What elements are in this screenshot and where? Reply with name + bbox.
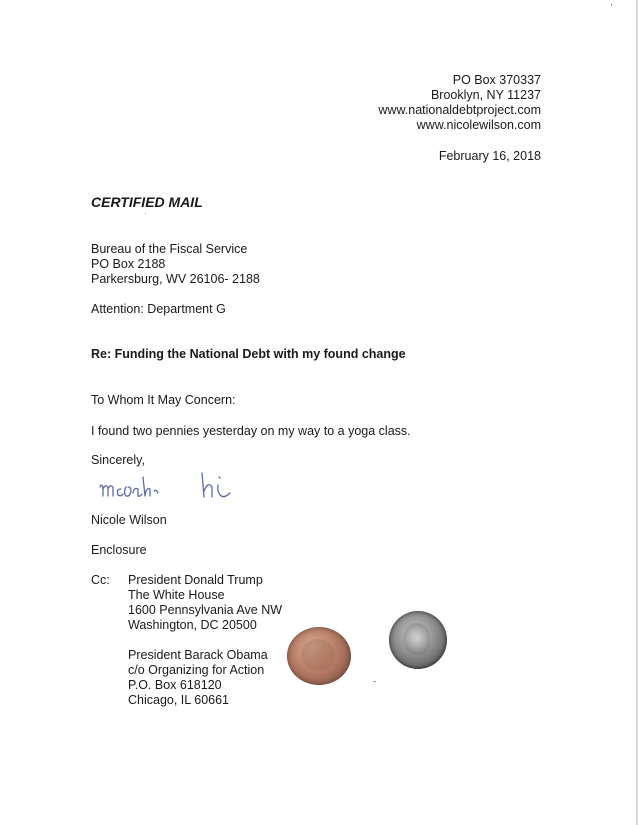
sender-po-box: PO Box 370337	[452, 73, 541, 87]
scan-speck	[373, 681, 376, 682]
penny-coin-icon	[287, 627, 351, 685]
subject-line: Re: Funding the National Debt with my found change	[91, 347, 406, 361]
attention-line: Attention: Department G	[91, 302, 226, 316]
letter-body: I found two pennies yesterday on my way to a yoga class.	[91, 424, 411, 438]
cc-recipient-obama	[128, 648, 268, 708]
cc-line: c/o Organizing for Action	[128, 663, 265, 677]
cc-line: 1600 Pennsylvania Ave NW	[128, 603, 283, 617]
recipient-name: Bureau of the Fiscal Service	[91, 242, 248, 256]
sender-website-1: www.nationaldebtproject.com	[378, 103, 541, 117]
scan-speck	[145, 213, 146, 214]
salutation: To Whom It May Concern:	[91, 393, 236, 407]
closing: Sincerely,	[91, 453, 145, 467]
cc-label: Cc:	[91, 573, 110, 587]
cc-line: Washington, DC 20500	[128, 618, 257, 632]
handwritten-signature-icon	[96, 463, 246, 505]
dime-coin-icon	[389, 611, 447, 669]
cc-line: P.O. Box 618120	[128, 678, 222, 692]
recipient-address	[91, 242, 260, 287]
cc-recipient-trump	[128, 573, 282, 633]
sender-address	[378, 73, 541, 133]
cc-line: The White House	[128, 588, 225, 602]
recipient-city: Parkersburg, WV 26106- 2188	[91, 272, 260, 286]
certified-mail-heading: CERTIFIED MAIL	[91, 194, 203, 210]
cc-line: President Barack Obama	[128, 648, 268, 662]
cc-line: President Donald Trump	[128, 573, 263, 587]
sender-city: Brooklyn, NY 11237	[430, 88, 541, 102]
letter-date: February 16, 2018	[438, 149, 541, 163]
recipient-po-box: PO Box 2188	[91, 257, 166, 271]
sender-website-2: www.nicolewilson.com	[416, 118, 541, 132]
signer-name: Nicole Wilson	[91, 513, 167, 527]
cc-line: Chicago, IL 60661	[128, 693, 230, 707]
scan-speck	[611, 4, 612, 6]
enclosure-note: Enclosure	[91, 543, 147, 557]
